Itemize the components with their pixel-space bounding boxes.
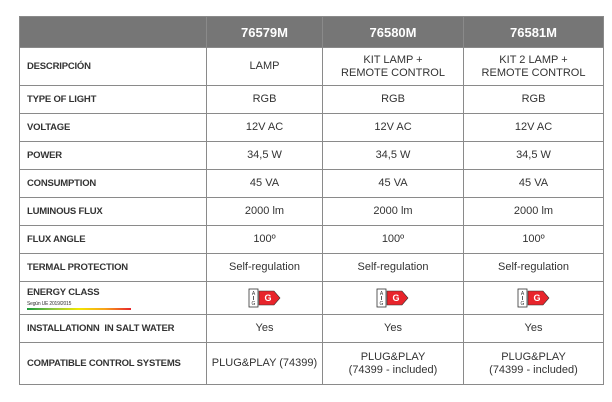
row-termal-protection (20, 254, 604, 282)
row-label: LUMINOUS FLUX (20, 198, 207, 226)
row-label: TYPE OF LIGHT (20, 86, 207, 114)
cell-value: 100º (207, 226, 323, 254)
svg-text:A: A (379, 291, 384, 297)
spec-table (19, 16, 604, 385)
cell-value: 12V AC (323, 114, 464, 142)
row-voltage (20, 114, 604, 142)
header-corner (20, 17, 207, 48)
cell-value (464, 343, 604, 385)
row-label (20, 282, 207, 315)
svg-text:G: G (392, 293, 400, 303)
cell-value (464, 48, 604, 86)
energy-class-icon (376, 288, 410, 308)
cell-value: Yes (464, 315, 604, 343)
row-label: TERMAL PROTECTION (20, 254, 207, 282)
svg-text:G: G (520, 301, 524, 307)
cell-value: 100º (464, 226, 604, 254)
energy-class-icon (248, 288, 282, 308)
cell-line: PLUG&PLAY (74399 - included) (489, 350, 578, 376)
row-label: CONSUMPTION (20, 170, 207, 198)
row-consumption (20, 170, 604, 198)
row-type-of-light (20, 86, 604, 114)
row-compatible-control-systems (20, 343, 604, 385)
cell-line: KIT LAMP + REMOTE CONTROL (341, 53, 445, 79)
row-label: FLUX ANGLE (20, 226, 207, 254)
cell-value: 34,5 W (323, 142, 464, 170)
energy-class-icon (517, 288, 551, 308)
cell-value: Yes (323, 315, 464, 343)
row-label: INSTALLATIONN IN SALT WATER (20, 315, 207, 343)
cell-value: 45 VA (207, 170, 323, 198)
cell-value: Self-regulation (464, 254, 604, 282)
svg-text:G: G (532, 293, 541, 303)
cell-value (323, 282, 464, 315)
cell-value: RGB (207, 86, 323, 114)
cell-value: 100º (323, 226, 464, 254)
energy-label: ENERGY CLASS (27, 287, 100, 298)
row-flux-angle (20, 226, 604, 254)
cell-value: 2000 lm (323, 198, 464, 226)
header-model-1: 76579M (207, 17, 323, 48)
cell-value (323, 343, 464, 385)
cell-value (207, 282, 323, 315)
row-label: POWER (20, 142, 207, 170)
energy-regulation-note: Según UE 2019/2015 (27, 301, 72, 307)
row-energy-class (20, 282, 604, 315)
header-row (20, 17, 604, 48)
cell-value (464, 282, 604, 315)
cell-line: KIT 2 LAMP + REMOTE CONTROL (481, 53, 586, 79)
cell-value: LAMP (207, 48, 323, 86)
svg-text:G: G (251, 301, 255, 307)
cell-value: 45 VA (323, 170, 464, 198)
row-luminous-flux (20, 198, 604, 226)
cell-value: 34,5 W (207, 142, 323, 170)
svg-text:G: G (263, 293, 272, 303)
cell-value (323, 48, 464, 86)
row-label: COMPATIBLE CONTROL SYSTEMS (20, 343, 207, 385)
cell-value: RGB (464, 86, 604, 114)
svg-text:A: A (251, 291, 255, 297)
row-description (20, 48, 604, 86)
row-installation-salt-water (20, 315, 604, 343)
cell-value: 34,5 W (464, 142, 604, 170)
row-power (20, 142, 604, 170)
cell-line: PLUG&PLAY (74399 - included) (348, 350, 438, 376)
cell-value: 2000 lm (207, 198, 323, 226)
row-label: DESCRIPCIÓN (20, 48, 207, 86)
svg-text:A: A (520, 291, 524, 297)
row-label: VOLTAGE (20, 114, 207, 142)
cell-value: 45 VA (464, 170, 604, 198)
cell-value: RGB (323, 86, 464, 114)
cell-value: 12V AC (207, 114, 323, 142)
svg-text:G: G (379, 301, 384, 307)
cell-value: Yes (207, 315, 323, 343)
header-model-2: 76580M (323, 17, 464, 48)
header-model-3: 76581M (464, 17, 604, 48)
energy-scale-bar (27, 308, 131, 310)
cell-value: Self-regulation (323, 254, 464, 282)
cell-value: 2000 lm (464, 198, 604, 226)
cell-value: Self-regulation (207, 254, 323, 282)
cell-value: PLUG&PLAY (74399) (207, 343, 323, 385)
cell-value: 12V AC (464, 114, 604, 142)
